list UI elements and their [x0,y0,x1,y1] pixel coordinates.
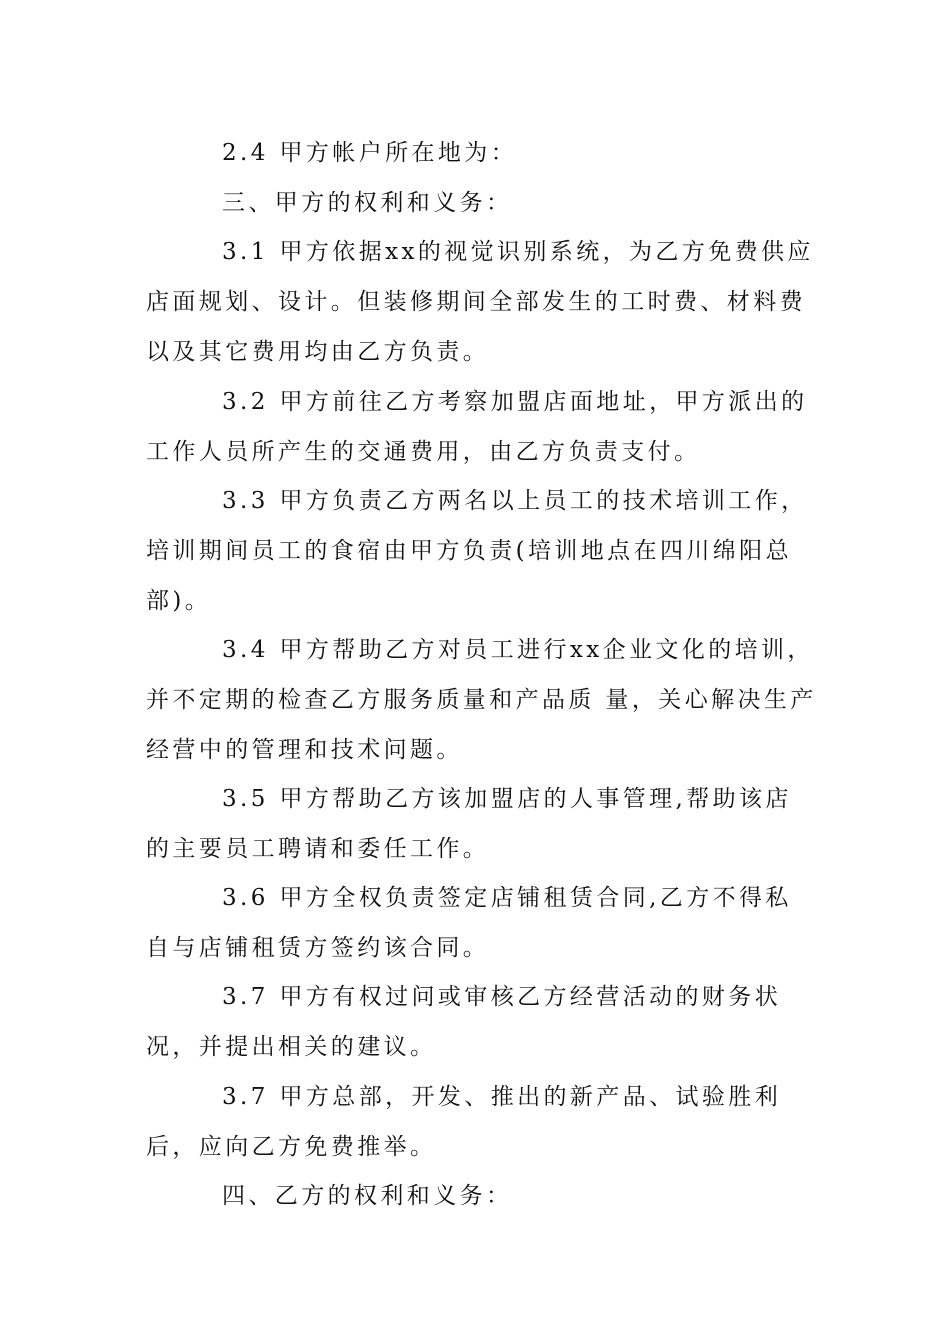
section-heading-4: 四、乙方的权利和义务： [222,1183,513,1209]
paragraph-3-7-a: 3.7 甲方有权过问或审核乙方经营活动的财务状况，并提出相关的建议。 [146,984,782,1060]
paragraph-3-1: 3.1 甲方依据xx的视觉识别系统，为乙方免费供应店面规划、设计。但装修期间全部发生的工时费、材料费以及其它费用均由乙方负责。 [146,239,814,365]
paragraph-3-7-b: 3.7 甲方总部，开发、推出的新产品、试验胜利后，应向乙方免费推举。 [146,1084,782,1160]
paragraph-2-4: 2.4 甲方帐户所在地为： [222,140,518,166]
paragraph-3-2: 3.2 甲方前往乙方考察加盟店面地址，甲方派出的工作人员所产生的交通费用，由乙方负责支付。 [146,389,808,465]
paragraph-3-4: 3.4 甲方帮助乙方对员工进行xx企业文化的培训，并不定期的检查乙方服务质量和产品质 量，关心解决生产经营中的管理和技术问题。 [146,637,817,763]
paragraph-3-5: 3.5 甲方帮助乙方该加盟店的人事管理,帮助该店的主要员工聘请和委任工作。 [146,786,792,862]
paragraph-3-3: 3.3 甲方负责乙方两名以上员工的技术培训工作，培训期间员工的食宿由甲方负责(培训地点在四川绵阳总部)。 [146,488,808,614]
section-heading-3: 三、甲方的权利和义务： [222,190,513,216]
paragraph-3-6: 3.6 甲方全权负责签定店铺租赁合同,乙方不得私自与店铺租赁方签约该合同。 [146,885,792,961]
